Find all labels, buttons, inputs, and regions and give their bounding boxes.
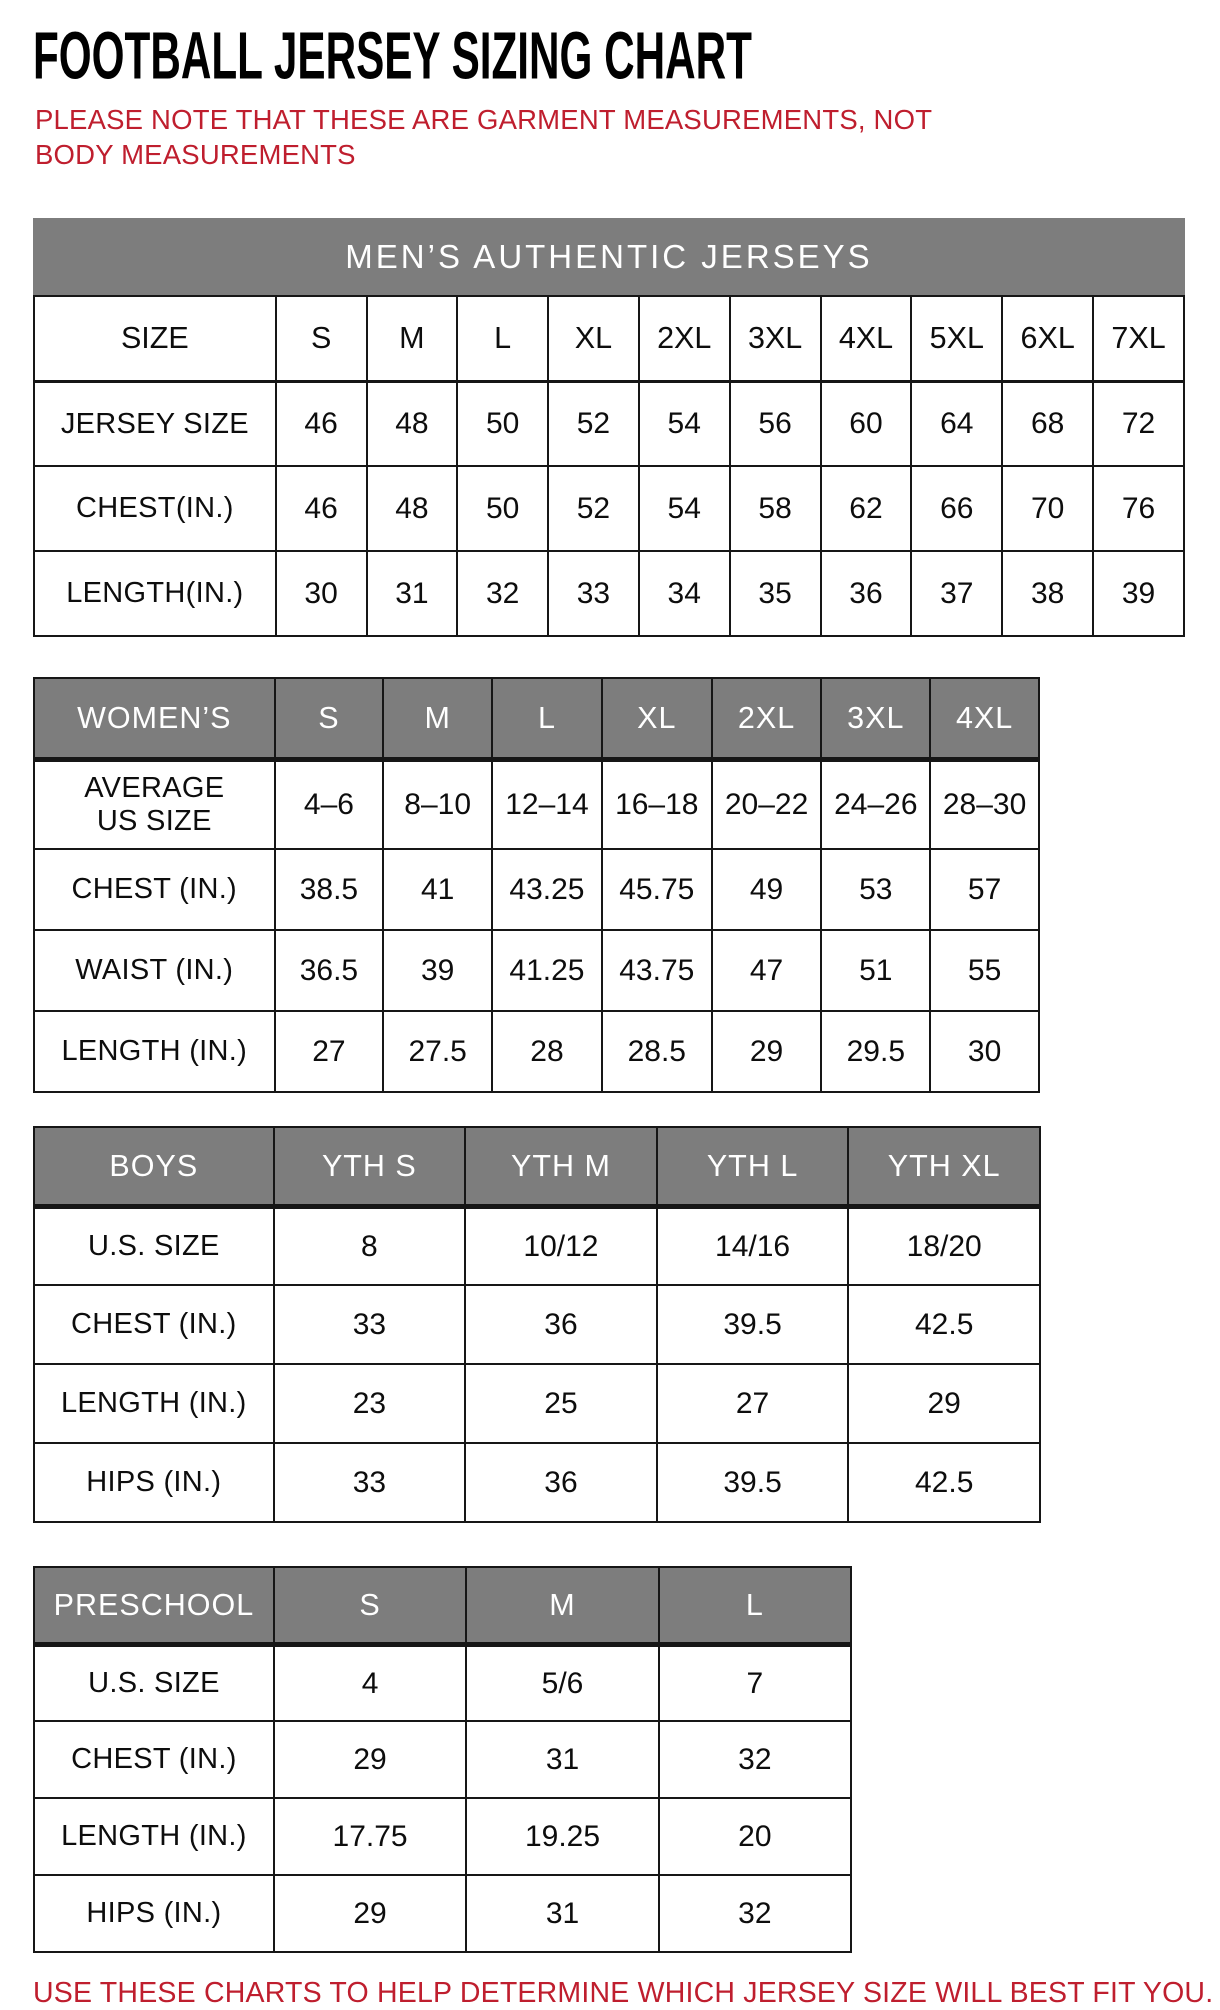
measurement-cell: 36 [465,1285,657,1364]
measurement-cell: 29 [712,1011,822,1092]
size-table [33,677,1040,1093]
measurement-cell: 8–10 [383,759,492,849]
spacer [33,637,1187,677]
table-row [34,551,1184,636]
size-column-header: 2XL [639,296,730,381]
measurement-cell: 35 [730,551,821,636]
measurement-cell: 56 [730,381,821,466]
measurement-cell: 27 [657,1364,849,1443]
measurement-cell: 43.75 [602,930,712,1011]
row-label: CHEST (IN.) [34,1721,274,1798]
measurement-cell: 38.5 [275,849,384,930]
garment-measurement-note: PLEASE NOTE THAT THESE ARE GARMENT MEASUREMENTS, NOT BODY MEASUREMENTS [35,104,932,171]
row-label: HIPS (IN.) [34,1443,274,1522]
row-label: U.S. SIZE [34,1206,274,1285]
size-column-header: M [466,1567,658,1644]
measurement-cell: 47 [712,930,822,1011]
table-row [34,466,1184,551]
measurement-cell: 29 [848,1364,1040,1443]
measurement-cell: 20–22 [712,759,822,849]
table-row [34,1206,1040,1285]
measurement-cell: 31 [367,551,458,636]
measurement-cell: 27.5 [383,1011,492,1092]
preschool-sizing-table [33,1566,852,1953]
size-table [33,295,1185,637]
measurement-cell: 46 [276,381,367,466]
measurement-cell: 24–26 [821,759,930,849]
row-label: LENGTH (IN.) [34,1798,274,1875]
womens-sizing-table [33,677,1040,1093]
measurement-cell: 43.25 [492,849,602,930]
size-column-header: 3XL [821,678,930,759]
measurement-cell: 8 [274,1206,466,1285]
measurement-cell: 7 [659,1644,851,1721]
measurement-cell: 37 [911,551,1002,636]
table-corner-label: WOMEN’S [34,678,275,759]
measurement-cell: 53 [821,849,930,930]
measurement-cell: 58 [730,466,821,551]
size-column-header: 6XL [1002,296,1093,381]
measurement-cell: 19.25 [466,1798,658,1875]
boys-table-section [33,1126,1041,1523]
row-label: LENGTH (IN.) [34,1364,274,1443]
measurement-cell: 18/20 [848,1206,1040,1285]
measurement-cell: 36 [821,551,912,636]
size-column-header: M [383,678,492,759]
row-label: LENGTH(IN.) [34,551,276,636]
mens-sizing-table [33,295,1185,637]
row-label: AVERAGE US SIZE [34,759,275,849]
table-row [34,1364,1040,1443]
spacer [33,1093,1187,1126]
size-table [33,1126,1041,1523]
row-label: LENGTH (IN.) [34,1011,275,1092]
measurement-cell: 33 [274,1285,466,1364]
size-column-header: L [457,296,548,381]
measurement-cell: 36.5 [275,930,384,1011]
measurement-cell: 32 [457,551,548,636]
size-column-header: L [492,678,602,759]
size-column-header: 5XL [911,296,1002,381]
measurement-cell: 16–18 [602,759,712,849]
measurement-cell: 25 [465,1364,657,1443]
measurement-cell: 70 [1002,466,1093,551]
boys-sizing-table [33,1126,1041,1523]
measurement-cell: 42.5 [848,1285,1040,1364]
table-row [34,1285,1040,1364]
size-column-header: 7XL [1093,296,1184,381]
measurement-cell: 42.5 [848,1443,1040,1522]
womens-table-section [33,677,1040,1093]
size-table [33,1566,852,1953]
measurement-cell: 62 [821,466,912,551]
measurement-cell: 64 [911,381,1002,466]
measurement-cell: 50 [457,381,548,466]
table-row [34,759,1039,849]
table-row [34,930,1039,1011]
table-row [34,1443,1040,1522]
mens-table-title: MEN’S AUTHENTIC JERSEYS [33,218,1185,295]
measurement-cell: 52 [548,466,639,551]
measurement-cell: 10/12 [465,1206,657,1285]
measurement-cell: 55 [930,930,1039,1011]
header-row [34,1567,851,1644]
table-corner-label: PRESCHOOL [34,1567,274,1644]
measurement-cell: 28–30 [930,759,1039,849]
measurement-cell: 14/16 [657,1206,849,1285]
measurement-cell: 31 [466,1875,658,1952]
header-row [34,296,1184,381]
measurement-cell: 39 [383,930,492,1011]
measurement-cell: 28.5 [602,1011,712,1092]
measurement-cell: 54 [639,381,730,466]
measurement-cell: 48 [367,466,458,551]
measurement-cell: 60 [821,381,912,466]
row-label: HIPS (IN.) [34,1875,274,1952]
measurement-cell: 33 [274,1443,466,1522]
measurement-cell: 23 [274,1364,466,1443]
measurement-cell: 68 [1002,381,1093,466]
table-row [34,1644,851,1721]
size-column-header: XL [602,678,712,759]
size-column-header: L [659,1567,851,1644]
table-corner-label: BOYS [34,1127,274,1206]
measurement-cell: 39.5 [657,1285,849,1364]
size-column-header: S [276,296,367,381]
size-column-header: YTH XL [848,1127,1040,1206]
measurement-cell: 12–14 [492,759,602,849]
row-label: CHEST (IN.) [34,849,275,930]
measurement-cell: 32 [659,1721,851,1798]
table-row [34,1721,851,1798]
measurement-cell: 48 [367,381,458,466]
measurement-cell: 76 [1093,466,1184,551]
measurement-cell: 29 [274,1721,466,1798]
size-column-header: YTH M [465,1127,657,1206]
mens-table-section [33,218,1185,637]
measurement-cell: 39.5 [657,1443,849,1522]
measurement-cell: 39 [1093,551,1184,636]
size-column-header: M [367,296,458,381]
measurement-cell: 36 [465,1443,657,1522]
table-row [34,1798,851,1875]
measurement-cell: 29.5 [821,1011,930,1092]
row-label: CHEST(IN.) [34,466,276,551]
measurement-cell: 20 [659,1798,851,1875]
measurement-cell: 27 [275,1011,384,1092]
measurement-cell: 49 [712,849,822,930]
measurement-cell: 32 [659,1875,851,1952]
measurement-cell: 41 [383,849,492,930]
spacer [33,1523,1187,1566]
size-column-header: 2XL [712,678,822,759]
measurement-cell: 31 [466,1721,658,1798]
row-label: U.S. SIZE [34,1644,274,1721]
measurement-cell: 52 [548,381,639,466]
measurement-cell: 41.25 [492,930,602,1011]
row-label: WAIST (IN.) [34,930,275,1011]
page-title: FOOTBALL JERSEY SIZING CHART [33,17,752,94]
measurement-cell: 51 [821,930,930,1011]
size-column-header: YTH L [657,1127,849,1206]
measurement-cell: 57 [930,849,1039,930]
measurement-cell: 4 [274,1644,466,1721]
measurement-cell: 17.75 [274,1798,466,1875]
measurement-cell: 54 [639,466,730,551]
size-column-header: S [275,678,384,759]
measurement-cell: 72 [1093,381,1184,466]
size-column-header: XL [548,296,639,381]
measurement-cell: 38 [1002,551,1093,636]
header-row [34,1127,1040,1206]
measurement-cell: 66 [911,466,1002,551]
table-row [34,849,1039,930]
measurement-cell: 30 [930,1011,1039,1092]
size-column-header: 4XL [821,296,912,381]
measurement-cell: 50 [457,466,548,551]
size-column-header: S [274,1567,466,1644]
row-label: CHEST (IN.) [34,1285,274,1364]
row-label: JERSEY SIZE [34,381,276,466]
size-column-header: 3XL [730,296,821,381]
table-row [34,1011,1039,1092]
measurement-cell: 30 [276,551,367,636]
table-corner-label: SIZE [34,296,276,381]
measurement-cell: 34 [639,551,730,636]
table-row [34,381,1184,466]
measurement-cell: 5/6 [466,1644,658,1721]
size-column-header: 4XL [930,678,1039,759]
measurement-cell: 46 [276,466,367,551]
measurement-cell: 29 [274,1875,466,1952]
table-row [34,1875,851,1952]
preschool-table-section [33,1566,852,1953]
footer-note: USE THESE CHARTS TO HELP DETERMINE WHICH JERSEY SIZE WILL BEST FIT YOU. [33,1977,1214,2010]
measurement-cell: 33 [548,551,639,636]
measurement-cell: 28 [492,1011,602,1092]
size-column-header: YTH S [274,1127,466,1206]
measurement-cell: 4–6 [275,759,384,849]
measurement-cell: 45.75 [602,849,712,930]
header-row [34,678,1039,759]
